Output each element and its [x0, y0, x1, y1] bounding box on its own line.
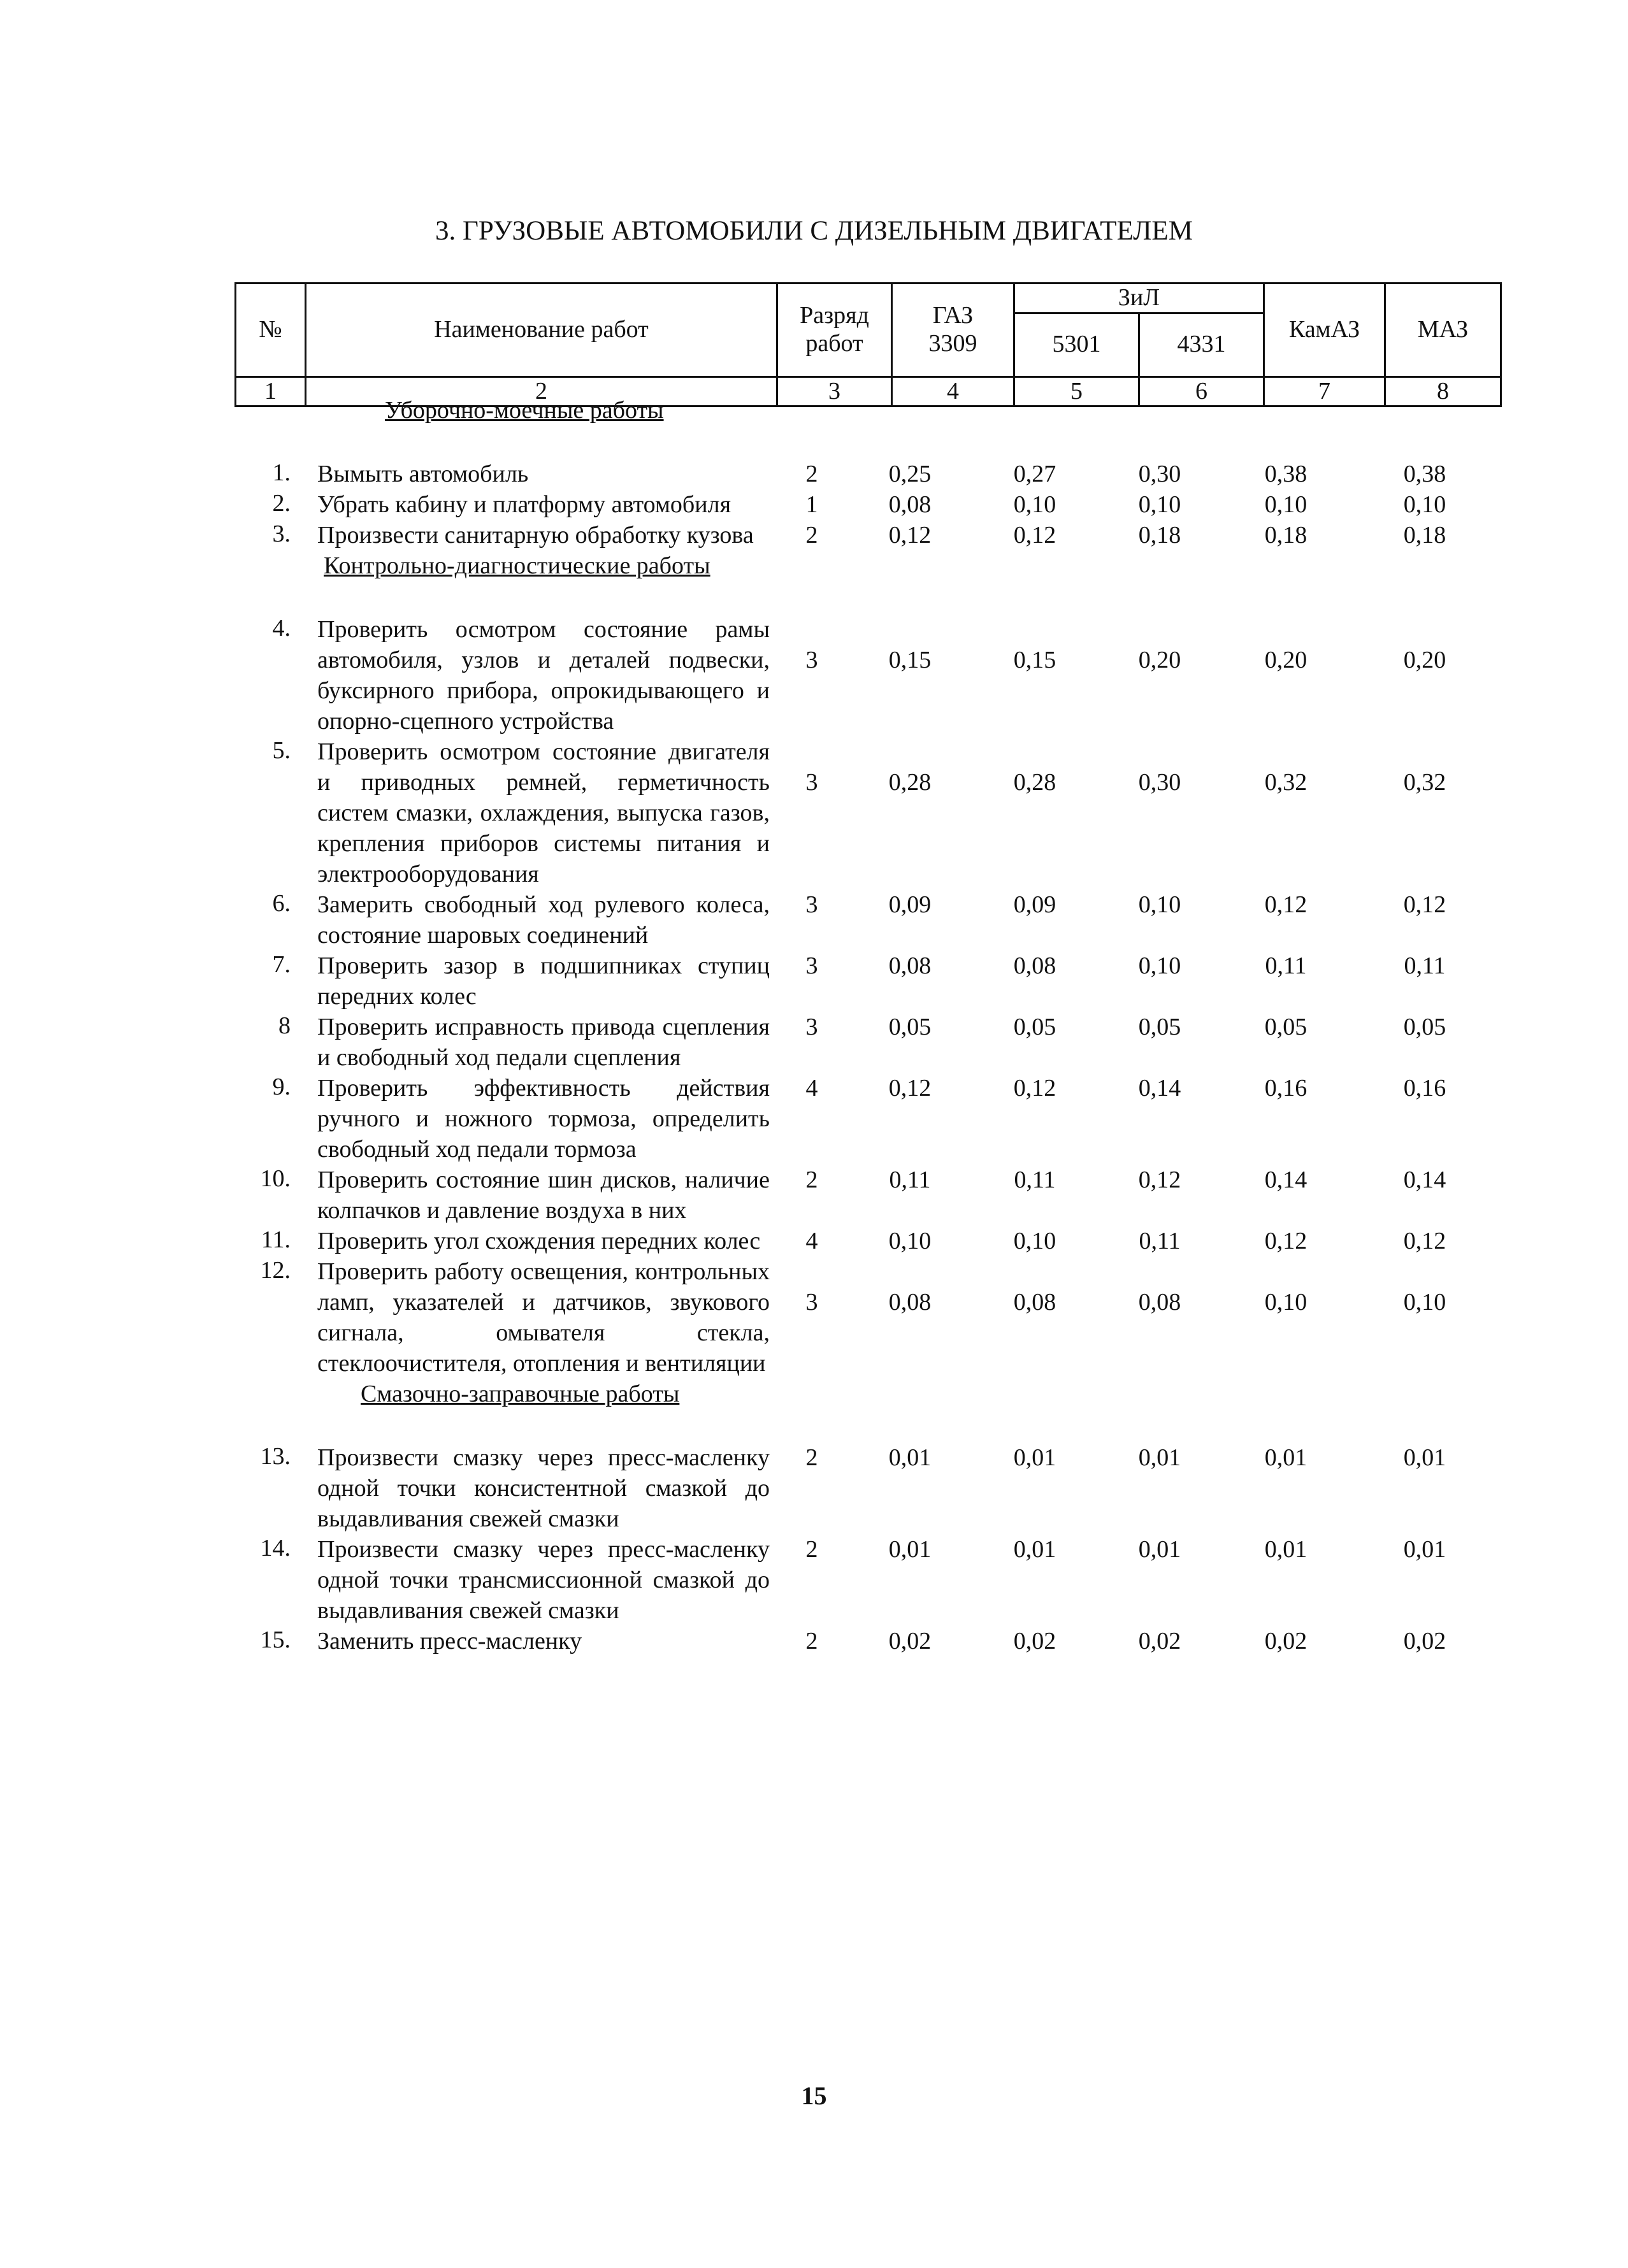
table-header	[234, 282, 1502, 407]
row-grade: 4	[805, 1228, 818, 1254]
row-name: Проверить угол схождения передних колес	[317, 1228, 761, 1254]
row-value: 0,05	[1264, 1014, 1307, 1040]
table-body	[234, 395, 1500, 1656]
header-zil-4331: 4331	[1139, 313, 1264, 377]
row-value: 0,01	[888, 1536, 932, 1563]
row-number: 5.	[272, 737, 291, 764]
row-value: 0,02	[1013, 1628, 1056, 1654]
row-grade: 2	[805, 1628, 818, 1654]
header-grade	[777, 284, 892, 377]
row-value: 0,15	[888, 647, 932, 673]
row-value: 0,20	[1264, 647, 1307, 673]
row-number: 3.	[272, 520, 291, 547]
row-number: 4.	[272, 615, 291, 642]
row-value: 0,01	[1403, 1444, 1446, 1471]
row-value: 0,12	[1403, 1228, 1446, 1254]
row-name: Проверить исправность привода сцепления и свободный ход педали сцепления	[317, 1014, 770, 1071]
row-value: 0,25	[888, 461, 932, 487]
col-number: 5	[1014, 377, 1139, 406]
table-row	[234, 1073, 1500, 1165]
row-grade: 2	[805, 461, 818, 487]
row-value: 0,12	[888, 1075, 932, 1102]
table-row	[234, 1256, 1500, 1379]
table-row	[234, 951, 1500, 1012]
table-row	[234, 1165, 1500, 1226]
row-value: 0,08	[888, 491, 932, 518]
table-row	[234, 1442, 1500, 1534]
table-row	[234, 889, 1500, 951]
row-grade: 3	[805, 769, 818, 796]
row-value: 0,10	[1403, 491, 1446, 518]
row-value: 0,28	[1013, 769, 1056, 796]
row-number: 15.	[260, 1626, 291, 1653]
table-row	[234, 614, 1500, 736]
row-value: 0,12	[1403, 891, 1446, 918]
row-value: 0,30	[1138, 461, 1181, 487]
row-value: 0,08	[888, 1289, 932, 1316]
header-no: №	[236, 284, 306, 377]
row-value: 0,05	[1138, 1014, 1181, 1040]
section-title: Контрольно-диагностические работы	[324, 552, 710, 579]
header-name: Наименование работ	[306, 284, 777, 377]
row-value: 0,12	[1264, 891, 1307, 918]
row-value: 0,01	[1013, 1536, 1056, 1563]
row-name: Проверить зазор в подшипниках ступиц передних колес	[317, 952, 770, 1010]
row-value: 0,10	[1264, 1289, 1307, 1316]
row-number: 14.	[260, 1535, 291, 1561]
row-name: Произвести смазку через пресс-масленку одной точки трансмиссионной смазкой до выдавливания свежей смазки	[317, 1536, 770, 1624]
row-grade: 4	[805, 1075, 818, 1102]
row-value: 0,12	[888, 522, 932, 549]
row-value: 0,02	[888, 1628, 932, 1654]
row-number: 10.	[260, 1165, 291, 1192]
row-name: Проверить состояние шин дисков, наличие колпачков и давление воздуха в них	[317, 1166, 770, 1224]
row-number: 1.	[272, 459, 291, 486]
row-value: 0,02	[1403, 1628, 1446, 1654]
row-value: 0,12	[1013, 522, 1056, 549]
row-grade: 3	[805, 891, 818, 918]
row-value: 0,01	[1264, 1536, 1307, 1563]
row-value: 0,18	[1264, 522, 1307, 549]
header-kamaz: КамАЗ	[1264, 284, 1385, 377]
row-number: 9.	[272, 1073, 291, 1100]
row-value: 0,10	[1138, 952, 1181, 979]
col-number: 3	[777, 377, 892, 406]
row-number: 12.	[260, 1257, 291, 1284]
row-value: 0,15	[1013, 647, 1056, 673]
row-grade: 2	[805, 1536, 818, 1563]
row-grade: 3	[805, 952, 818, 979]
row-value: 0,16	[1264, 1075, 1307, 1102]
page-title: 3. ГРУЗОВЫЕ АВТОМОБИЛИ С ДИЗЕЛЬНЫМ ДВИГАТЕЛЕМ	[435, 216, 1193, 246]
row-number: 2.	[272, 490, 291, 517]
table-row	[234, 736, 1500, 889]
row-value: 0,12	[1264, 1228, 1307, 1254]
header-maz: МАЗ	[1385, 284, 1501, 377]
page-number: 15	[801, 2081, 827, 2110]
header-zil: ЗиЛ	[1014, 284, 1264, 313]
row-value: 0,01	[888, 1444, 932, 1471]
row-value: 0,11	[889, 1166, 931, 1193]
col-number: 1	[236, 377, 306, 406]
row-value: 0,01	[1138, 1536, 1181, 1563]
row-value: 0,02	[1264, 1628, 1307, 1654]
row-number: 11.	[261, 1226, 291, 1253]
table-row	[234, 520, 1500, 550]
row-grade: 3	[805, 1014, 818, 1040]
header-gaz-label: ГАЗ 3309	[928, 302, 977, 357]
row-value: 0,14	[1138, 1075, 1181, 1102]
col-number: 7	[1264, 377, 1385, 406]
row-value: 0,30	[1138, 769, 1181, 796]
row-value: 0,11	[1139, 1228, 1181, 1254]
row-number: 7.	[272, 951, 291, 978]
row-grade: 2	[805, 522, 818, 549]
row-name: Проверить работу освещения, контрольных ламп, указателей и датчиков, звукового сигнала, омывателя стекла, стеклоочистителя, отопления и вентиляции	[317, 1258, 770, 1377]
col-number: 6	[1139, 377, 1264, 406]
row-value: 0,05	[888, 1014, 932, 1040]
row-value: 0,10	[1138, 491, 1181, 518]
row-value: 0,11	[1014, 1166, 1056, 1193]
row-value: 0,38	[1403, 461, 1446, 487]
header-grade-label: Разряд работ	[800, 302, 869, 357]
row-value: 0,02	[1138, 1628, 1181, 1654]
row-value: 0,01	[1013, 1444, 1056, 1471]
table-row	[234, 1012, 1500, 1073]
row-grade: 1	[805, 491, 818, 518]
section-title: Смазочно-заправочные работы	[361, 1381, 680, 1407]
row-grade: 2	[805, 1166, 818, 1193]
row-value: 0,10	[1013, 491, 1056, 518]
col-number: 4	[892, 377, 1014, 406]
row-value: 0,28	[888, 769, 932, 796]
row-number: 8	[278, 1012, 291, 1039]
row-value: 0,12	[1138, 1166, 1181, 1193]
row-value: 0,10	[888, 1228, 932, 1254]
row-value: 0,01	[1403, 1536, 1446, 1563]
table-row	[234, 1534, 1500, 1626]
row-name: Заменить пресс-масленку	[317, 1628, 582, 1654]
row-name: Вымыть автомобиль	[317, 461, 529, 487]
row-value: 0,12	[1013, 1075, 1056, 1102]
row-value: 0,16	[1403, 1075, 1446, 1102]
row-grade: 3	[805, 1289, 818, 1316]
row-value: 0,01	[1264, 1444, 1307, 1471]
row-value: 0,10	[1013, 1228, 1056, 1254]
row-value: 0,20	[1138, 647, 1181, 673]
row-value: 0,38	[1264, 461, 1307, 487]
row-value: 0,08	[888, 952, 932, 979]
table-row	[234, 1226, 1500, 1256]
row-value: 0,09	[1013, 891, 1056, 918]
row-value: 0,32	[1403, 769, 1446, 796]
row-value: 0,14	[1403, 1166, 1446, 1193]
row-value: 0,11	[1404, 952, 1446, 979]
row-value: 0,10	[1403, 1289, 1446, 1316]
row-name: Проверить осмотром состояние двигателя и приводных ремней, герметичность систем смазки, охлаждения, выпуска газов, крепления приборов системы питания и электрооборудования	[317, 738, 770, 887]
col-number: 2	[306, 377, 777, 406]
table-row	[234, 489, 1500, 520]
row-name: Произвести санитарную обработку кузова	[317, 522, 754, 549]
row-value: 0,08	[1138, 1289, 1181, 1316]
row-name: Убрать кабину и платформу автомобиля	[317, 491, 731, 518]
row-value: 0,10	[1264, 491, 1307, 518]
row-value: 0,11	[1265, 952, 1307, 979]
row-value: 0,05	[1013, 1014, 1056, 1040]
header-zil-5301: 5301	[1014, 313, 1139, 377]
section-title: Уборочно-моечные работы	[385, 397, 664, 424]
row-value: 0,08	[1013, 952, 1056, 979]
row-value: 0,10	[1138, 891, 1181, 918]
header-gaz	[892, 284, 1014, 377]
col-number: 8	[1385, 377, 1501, 406]
row-value: 0,18	[1403, 522, 1446, 549]
row-value: 0,18	[1138, 522, 1181, 549]
row-value: 0,01	[1138, 1444, 1181, 1471]
row-number: 13.	[260, 1443, 291, 1470]
row-name: Замерить свободный ход рулевого колеса, состояние шаровых соединений	[317, 891, 770, 949]
row-value: 0,14	[1264, 1166, 1307, 1193]
row-value: 0,05	[1403, 1014, 1446, 1040]
row-number: 6.	[272, 890, 291, 917]
row-grade: 2	[805, 1444, 818, 1471]
row-name: Проверить эффективность действия ручного и ножного тормоза, определить свободный ход педали тормоза	[317, 1075, 770, 1163]
row-value: 0,27	[1013, 461, 1056, 487]
row-name: Произвести смазку через пресс-масленку одной точки консистентной смазкой до выдавливания свежей смазки	[317, 1444, 770, 1532]
table-row	[234, 1626, 1500, 1656]
row-value: 0,20	[1403, 647, 1446, 673]
row-grade: 3	[805, 647, 818, 673]
row-name: Проверить осмотром состояние рамы автомобиля, узлов и деталей подвески, буксирного прибора, опрокидывающего и опорно-сцепного устройства	[317, 616, 770, 735]
row-value: 0,09	[888, 891, 932, 918]
row-value: 0,32	[1264, 769, 1307, 796]
table-row	[234, 459, 1500, 489]
row-value: 0,08	[1013, 1289, 1056, 1316]
